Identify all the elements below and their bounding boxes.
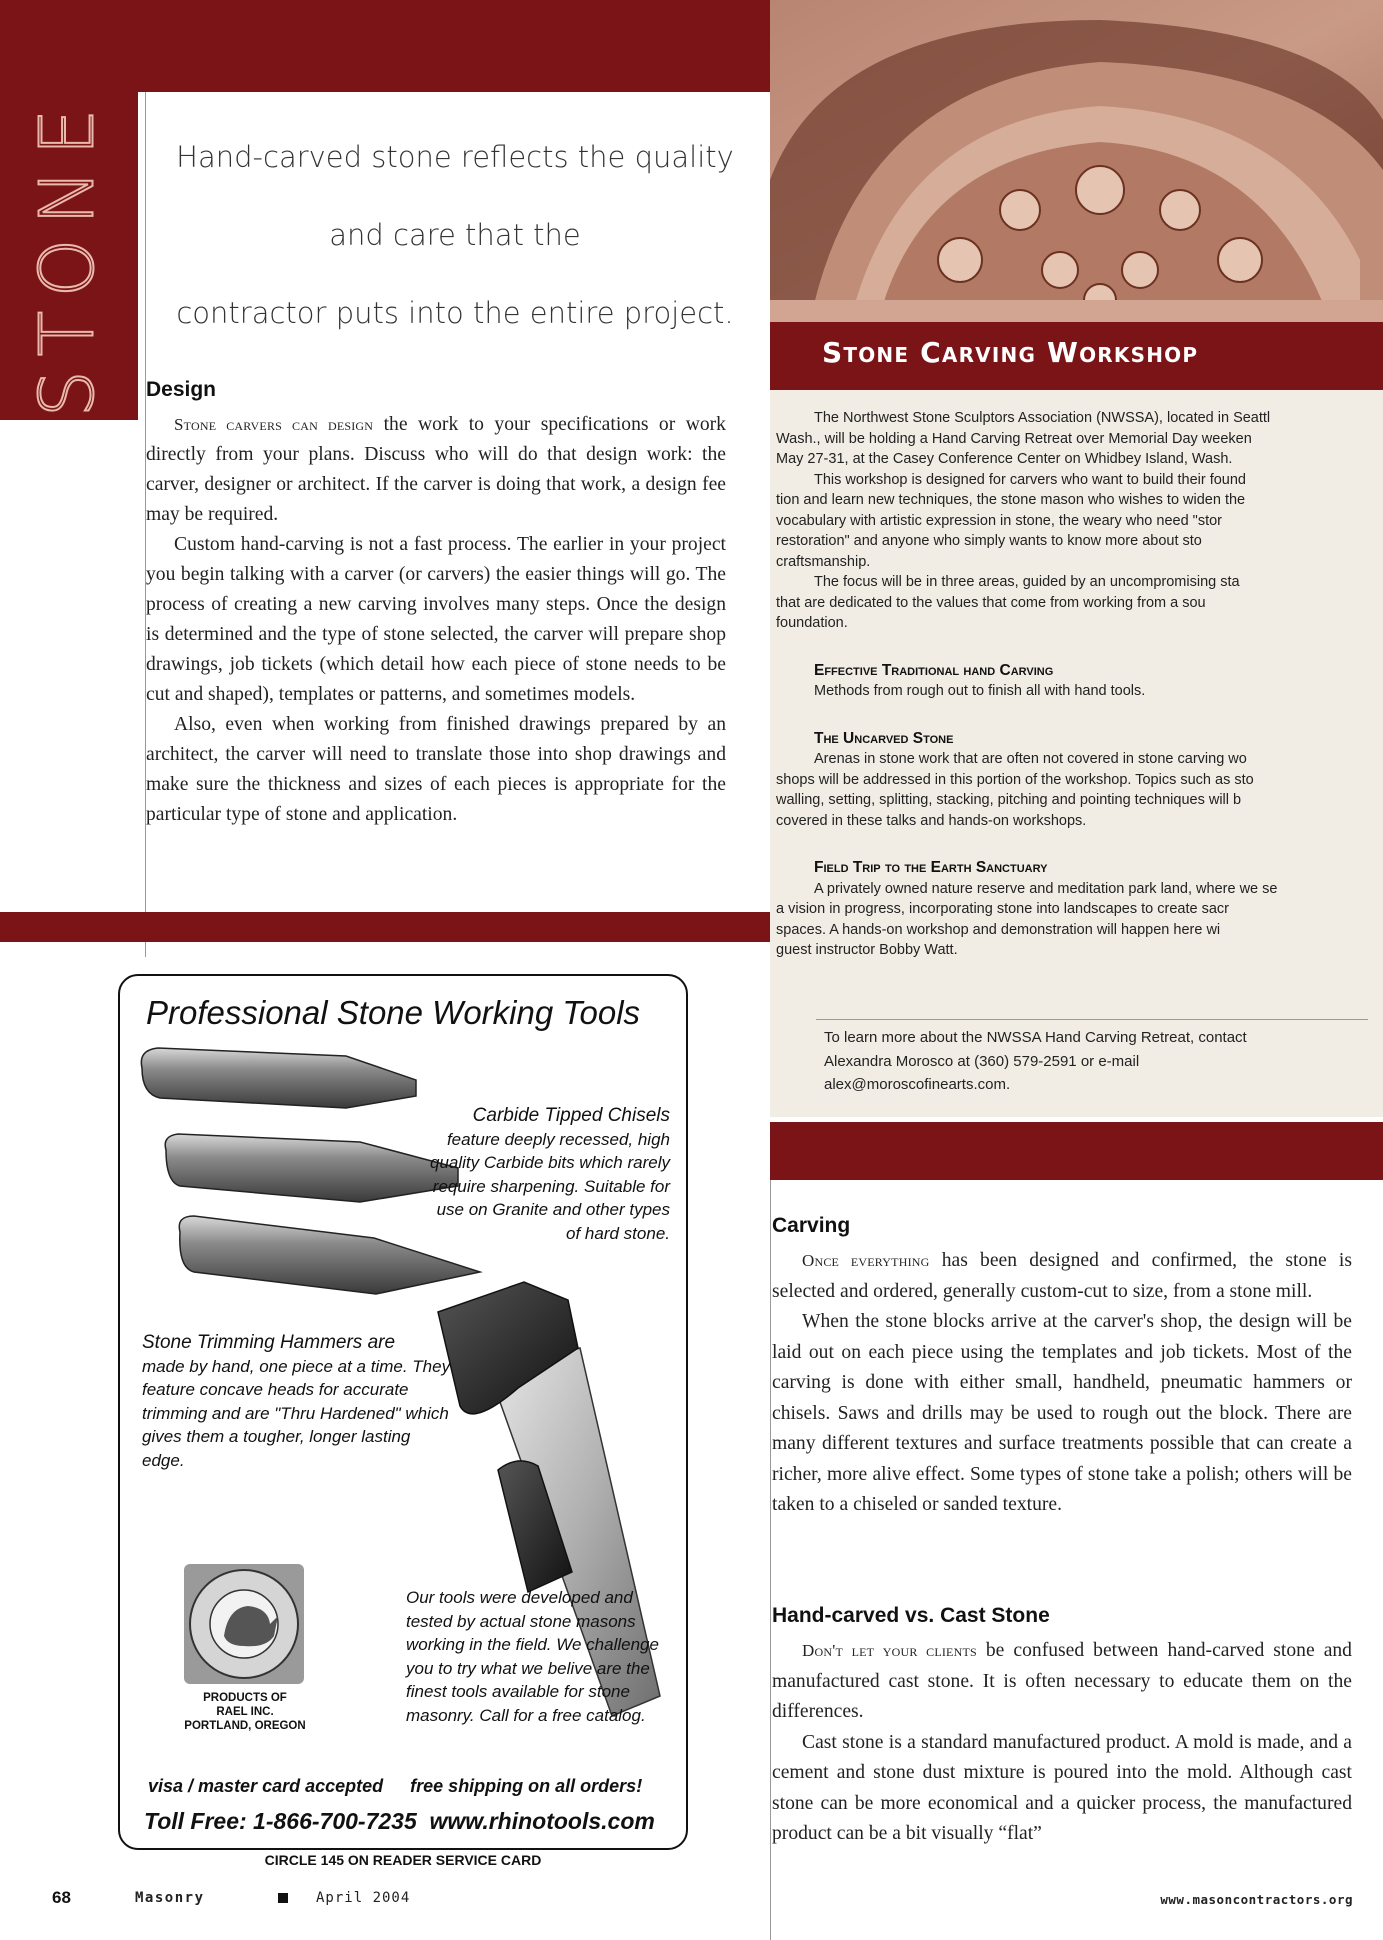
company-location: PORTLAND, OREGON: [184, 1720, 306, 1732]
sidebar-section-3-line-3: spaces. A hands-on workshop and demonstration will happen here wi: [776, 921, 1221, 938]
carving-lead-in: Once everything: [802, 1251, 930, 1270]
section-label-text: STONE: [24, 94, 111, 418]
cast-paragraph-2: Cast stone is a standard manufactured product. A mold is made, and a cement and stone dust mixture is poured into the mold. Although cast stone can be more economical and a quicker process, the manufactured product can be a bit visually “flat”: [772, 1731, 1352, 1844]
sidebar-para3-line-1: The focus will be in three areas, guided by an uncompromising sta: [814, 574, 1240, 590]
cast-paragraph-1-text: be confused between hand-carved stone and manufactured cast stone. It is often necessary to educate them on the differences.: [772, 1640, 1352, 1722]
pull-quote-line-1: Hand-carved stone reflects the quality: [176, 140, 734, 174]
middle-band-left: [0, 912, 770, 942]
sidebar-contact: [824, 1026, 1247, 1097]
sidebar-title: Stone Carving Workshop: [822, 336, 1199, 369]
toll-free-phone: Toll Free: 1-866-700-7235: [144, 1808, 417, 1834]
sidebar-para2-line-1: This workshop is designed for carvers who want to build their found: [814, 471, 1246, 488]
hammer-text: made by hand, one piece at a time. They feature concave heads for accurate trimming and are "Thru Hardened" which gives them a tougher, longer lasting edge.: [142, 1356, 451, 1470]
chisel-1-icon: [141, 1048, 416, 1108]
sidebar-section-3-line-2: a vision in progress, incorporating stone into landscapes to create sacr: [776, 901, 1229, 917]
carved-arch-image: [770, 0, 1383, 322]
sidebar-para3-line-3: foundation.: [776, 615, 848, 631]
ad-company-info: [160, 1691, 330, 1733]
pull-quote-line-2: and care that the: [329, 218, 581, 252]
chisel-2-icon: [165, 1134, 458, 1202]
carving-heading: Carving: [772, 1214, 851, 1237]
design-paragraph-3: Also, even when working from finished drawings prepared by an architect, the carver will need to translate those into shop drawings and make sure the thickness and sizes of each pieces is appropriate for the particular type of stone and application.: [146, 714, 726, 825]
rhino-tools-advertisement: [118, 974, 688, 1850]
products-of: PRODUCTS OF: [203, 1692, 287, 1704]
company-name: RAEL INC.: [216, 1706, 274, 1718]
sidebar-contact-email: alex@moroscofinearts.com.: [824, 1076, 1011, 1093]
sidebar-intro-line-1: The Northwest Stone Sculptors Association (NWSSA), located in Seattl: [814, 410, 1271, 426]
sidebar-intro-line-2: Wash., will be holding a Hand Carving Retreat over Memorial Day weeken: [776, 430, 1252, 447]
cast-lead-in: Don't let your clients: [802, 1641, 977, 1660]
sidebar-section-3-line-1: A privately owned nature reserve and meditation park land, where we se: [814, 880, 1278, 897]
cast-paragraph-1: [772, 1636, 1352, 1728]
shipping-offer: free shipping on all orders!: [410, 1776, 643, 1796]
sidebar-section-3-line-4: guest instructor Bobby Watt.: [776, 942, 958, 958]
design-paragraph-1-text: the work to your specifications or work directly from your plans. Discuss who will do that design work: the carver, designer or architect. If the carver is doing that work, a design fee may be required.: [146, 414, 726, 525]
sidebar-body: [776, 408, 1383, 961]
sidebar-contact-line-1: To learn more about the NWSSA Hand Carving Retreat, contact: [824, 1029, 1247, 1046]
carved-stone-photo: [770, 0, 1383, 322]
sidebar-para2-line-4: restoration" and anyone who simply wants to know more about sto: [776, 533, 1202, 549]
sidebar-para2-line-2: tion and learn new techniques, the stone mason who wishes to widen the: [776, 492, 1246, 508]
payment-methods: visa / master card accepted: [148, 1776, 384, 1796]
cast-stone-body: [772, 1636, 1352, 1850]
ad-website: www.rhinotools.com: [429, 1808, 655, 1834]
page-number: 68: [52, 1888, 71, 1907]
sidebar-para3-line-2: that are dedicated to the values that come from working from a sou: [776, 594, 1206, 611]
sidebar-section-2-line-4: covered in these talks and hands-on workshops.: [776, 812, 1087, 829]
footer-website: www.masoncontractors.org: [1160, 1892, 1353, 1907]
hammer-description: [142, 1331, 452, 1472]
sidebar-section-3-title: Field Trip to the Earth Sanctuary: [814, 859, 1048, 876]
section-label: [12, 92, 122, 420]
reader-service-note: CIRCLE 145 ON READER SERVICE CARD: [264, 1852, 542, 1868]
design-lead-in: Stone carvers can design: [174, 415, 374, 434]
middle-band-right: [770, 1122, 1383, 1180]
column-rule-right: [770, 1180, 771, 1940]
carving-paragraph-1-text: has been designed and confirmed, the stone is selected and ordered, generally custom-cut to size, from a stone mill.: [772, 1250, 1353, 1302]
sidebar-contact-line-2: Alexandra Morosco at (360) 579-2591 or e-mail: [824, 1052, 1140, 1070]
sidebar-para2-line-5: craftsmanship.: [776, 553, 871, 570]
magazine-name: Masonry: [135, 1890, 205, 1906]
sidebar-divider: [816, 1019, 1368, 1020]
hammer-lead: Stone Trimming Hammers are: [142, 1332, 396, 1353]
sidebar-section-2-line-1: Arenas in stone work that are often not covered in stone carving wo: [814, 751, 1247, 767]
chisel-description: [420, 1104, 670, 1245]
sidebar-section-2-line-2: shops will be addressed in this portion of the workshop. Topics such as sto: [776, 771, 1254, 788]
chisel-lead: Carbide Tipped Chisels: [472, 1105, 670, 1126]
chisel-text: feature deeply recessed, high quality Carbide bits which rarely require sharpening. Suitable for use on Granite and other types of hard stone.: [430, 1129, 670, 1243]
carving-paragraph-1: [772, 1246, 1352, 1307]
design-heading: Design: [146, 378, 217, 401]
ad-contact-line: [144, 1808, 655, 1835]
sidebar-section-1-text: Methods from rough out to finish all with hand tools.: [814, 683, 1146, 699]
ad-title: Professional Stone Working Tools: [146, 994, 641, 1031]
rhino-tools-logo-icon: [184, 1564, 304, 1684]
sidebar-section-2-line-3: walling, setting, splitting, stacking, pitching and pointing techniques will b: [776, 792, 1242, 808]
cast-stone-heading: Hand-carved vs. Cast Stone: [772, 1604, 1050, 1627]
design-paragraph-2: Custom hand-carving is not a fast process. The earlier in your project you begin talking with a carver (or carvers) the easier things will go. The process of creating a new carving involves many steps. Once the design is determined and the type of stone selected, the carver will prepare shop drawings, job tickets (which detail how each piece of stone needs to be cut and shaped), templates or patterns, and sometimes models.: [146, 534, 726, 705]
footer-bullet: [278, 1893, 288, 1903]
pull-quote: [160, 118, 750, 352]
issue-date: April 2004: [316, 1890, 411, 1906]
sidebar-section-2-title: The Uncarved Stone: [814, 729, 954, 747]
sidebar-para2-line-3: vocabulary with artistic expression in stone, the weary who need "stor: [776, 512, 1223, 529]
design-paragraph-1: [146, 410, 726, 530]
sidebar-section-1-title: Effective Traditional hand Carving: [814, 661, 1054, 679]
carving-paragraph-2: When the stone blocks arrive at the carver's shop, the design will be laid out on each piece using the templates and job tickets. Most of the carving is done with either small, handheld, pneumatic hammers or chisels. Saws and drills may be used to rough out the block. There are many different textures and surface treatments possible that can create a richer, more alive effect. Some types of stone take a polish; others will be taken to a chiseled or sanded texture.: [772, 1311, 1352, 1515]
carving-body: [772, 1246, 1352, 1521]
top-band-left: [0, 0, 770, 92]
pull-quote-line-3: contractor puts into the entire project.: [176, 296, 734, 330]
ad-payment-line: [148, 1776, 664, 1797]
design-body: [146, 410, 726, 830]
tools-description: Our tools were developed and tested by actual stone masons working in the field. We challenge you to try what we belive are the finest tools available for stone masonry. Call for a free catalog.: [406, 1588, 659, 1725]
sidebar-intro-line-3: May 27-31, at the Casey Conference Center on Whidbey Island, Wash.: [776, 451, 1233, 467]
